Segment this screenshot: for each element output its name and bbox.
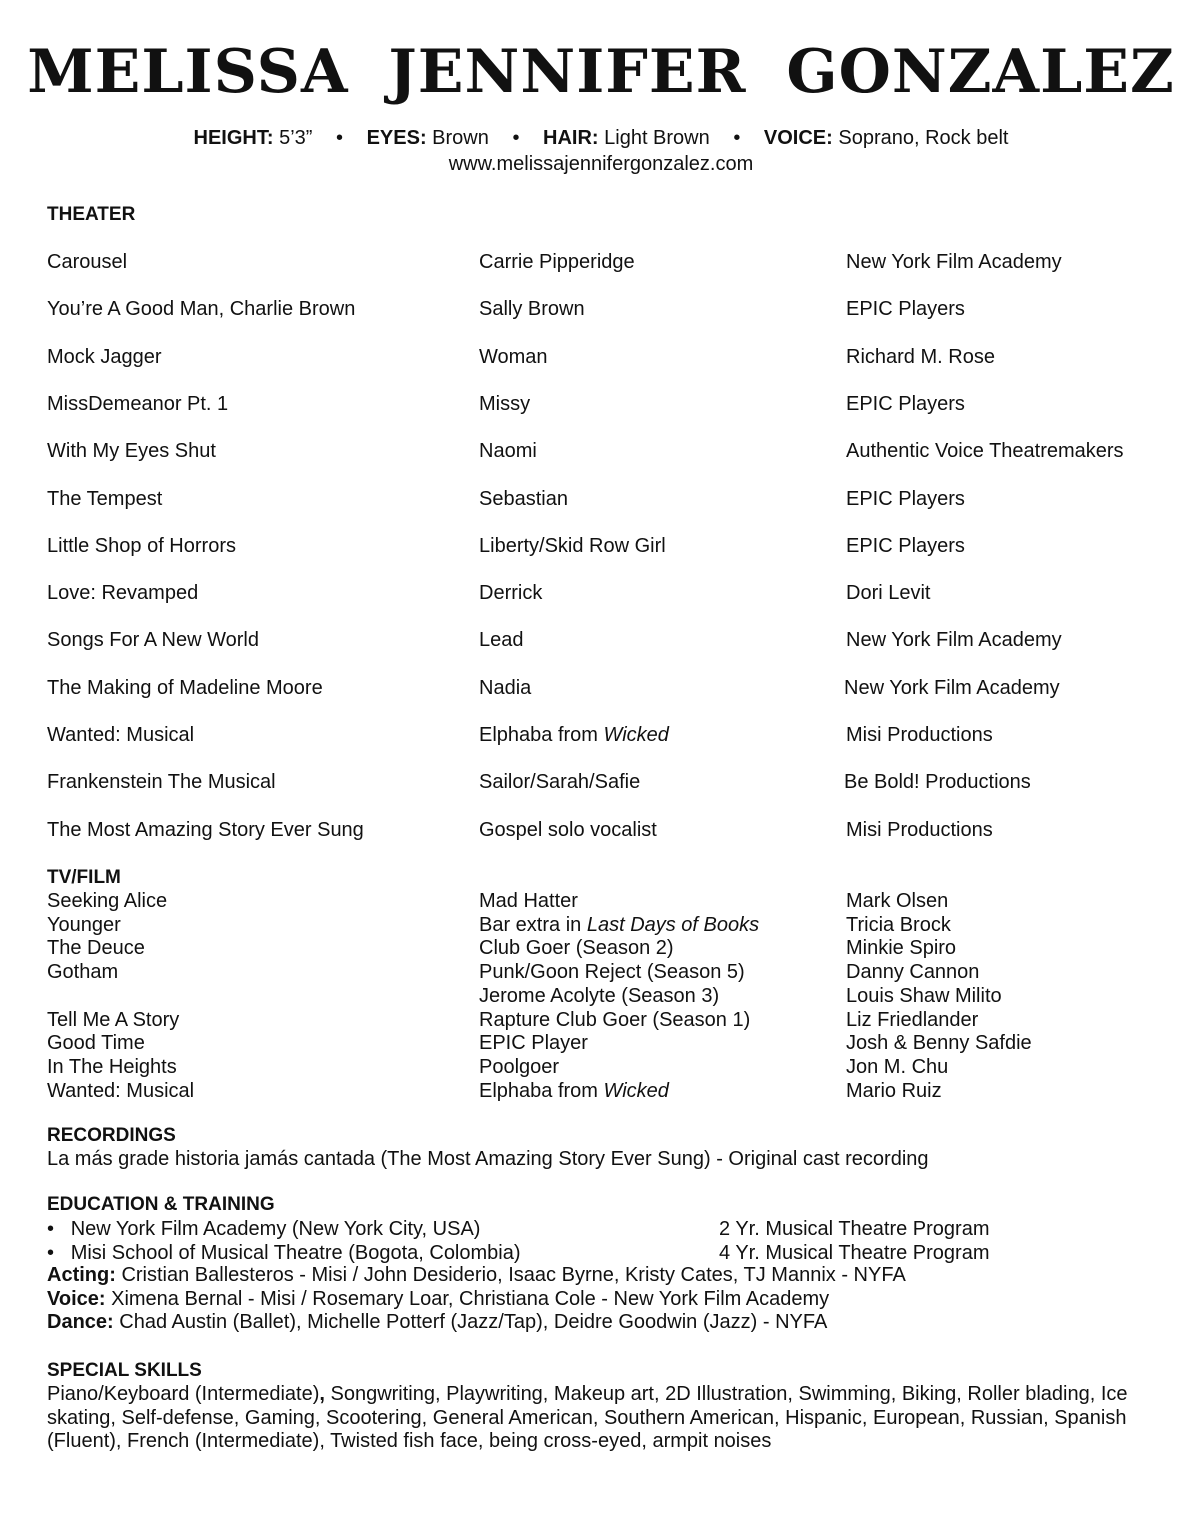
show-title: Frankenstein The Musical bbox=[47, 771, 276, 793]
role-cell bbox=[479, 345, 548, 369]
company-name: New York Film Academy bbox=[844, 677, 1060, 699]
company-name: New York Film Academy bbox=[846, 629, 1062, 651]
bullet: • bbox=[47, 1218, 55, 1240]
performer-stats bbox=[0, 125, 1202, 151]
director-name: Liz Friedlander bbox=[846, 1009, 979, 1031]
director-name: Minkie Spiro bbox=[846, 937, 957, 959]
role-cell bbox=[479, 392, 530, 416]
show-title: Wanted: Musical bbox=[47, 724, 195, 746]
show-title: With My Eyes Shut bbox=[47, 440, 216, 462]
recordings-heading: RECORDINGS bbox=[47, 1125, 176, 1146]
role-cell bbox=[479, 818, 657, 842]
company-name: EPIC Players bbox=[846, 298, 965, 320]
show-title: The Making of Madeline Moore bbox=[47, 677, 323, 699]
show-title: Tell Me A Story bbox=[47, 1009, 180, 1031]
tvfilm-heading: TV/FILM bbox=[47, 867, 121, 888]
role-cell bbox=[479, 581, 542, 605]
role-cell bbox=[479, 628, 524, 652]
role-cell bbox=[479, 770, 640, 794]
separator: • bbox=[512, 127, 520, 149]
show-title: The Most Amazing Story Ever Sung bbox=[47, 819, 364, 841]
role-text: Elphaba from bbox=[479, 1080, 604, 1102]
director-name: Mario Ruiz bbox=[846, 1080, 942, 1102]
role-text: Elphaba from bbox=[479, 724, 604, 746]
role-cell bbox=[479, 913, 759, 937]
show-title: Love: Revamped bbox=[47, 582, 199, 604]
bullet: • bbox=[47, 1242, 55, 1264]
role-text: Derrick bbox=[479, 582, 543, 604]
role-cell bbox=[479, 1079, 669, 1103]
role-cell bbox=[479, 723, 669, 747]
role-text: Sally Brown bbox=[479, 298, 585, 320]
dance-text: Chad Austin (Ballet), Michelle Potterf (Jazz/Tap), Deidre Goodwin (Jazz) - NYFA bbox=[119, 1311, 828, 1333]
company-name: Authentic Voice Theatremakers bbox=[846, 440, 1124, 462]
role-text: Liberty/Skid Row Girl bbox=[479, 535, 666, 557]
show-title: Gotham bbox=[47, 961, 119, 983]
role-text: Sailor/Sarah/Safie bbox=[479, 771, 641, 793]
separator: • bbox=[733, 127, 741, 149]
show-title: Songs For A New World bbox=[47, 629, 259, 651]
role-text: Club Goer (Season 2) bbox=[479, 937, 674, 959]
hair-label: HAIR: bbox=[543, 127, 599, 149]
dance-training bbox=[47, 1311, 827, 1335]
show-title: Good Time bbox=[47, 1032, 145, 1054]
company-name: EPIC Players bbox=[846, 535, 965, 557]
program-name: 2 Yr. Musical Theatre Program bbox=[719, 1218, 990, 1240]
role-text: Gospel solo vocalist bbox=[479, 819, 657, 841]
role-text: Carrie Pipperidge bbox=[479, 251, 635, 273]
role-text: Woman bbox=[479, 346, 548, 368]
role-cell bbox=[479, 250, 635, 274]
hair-value: Light Brown bbox=[604, 127, 710, 149]
education-item bbox=[47, 1217, 480, 1241]
role-text: Nadia bbox=[479, 677, 532, 699]
company-name: EPIC Players bbox=[846, 393, 965, 415]
school-name: New York Film Academy (New York City, USA) bbox=[70, 1218, 481, 1240]
director-name: Josh & Benny Safdie bbox=[846, 1032, 1032, 1054]
director-name: Mark Olsen bbox=[846, 890, 949, 912]
role-cell bbox=[479, 936, 674, 960]
role-title-italic: Last Days of Books bbox=[586, 914, 760, 936]
dance-label: Dance: bbox=[47, 1311, 114, 1333]
show-title: The Tempest bbox=[47, 488, 163, 510]
role-text: Missy bbox=[479, 393, 531, 415]
role-text: Jerome Acolyte (Season 3) bbox=[479, 985, 720, 1007]
show-title: Seeking Alice bbox=[47, 890, 168, 912]
director-name: Danny Cannon bbox=[846, 961, 980, 983]
show-title: The Deuce bbox=[47, 937, 145, 959]
director-name: Jon M. Chu bbox=[846, 1056, 949, 1078]
role-text: Naomi bbox=[479, 440, 537, 462]
skills-rest: Songwriting, Playwriting, Makeup art, 2D Illustration, Swimming, Biking, Roller blading, Ice skating, Self-defense, Gaming, Scootering, General American, Southern American, Hispanic, European, Russian, Spanish (Fluent), French (Intermediate), Twisted fish face, being cross-eyed, armpit noises bbox=[47, 1383, 1128, 1452]
role-text: Punk/Goon Reject (Season 5) bbox=[479, 961, 745, 983]
director-name: Tricia Brock bbox=[846, 914, 951, 936]
company-name: Be Bold! Productions bbox=[844, 771, 1031, 793]
role-cell bbox=[479, 889, 578, 913]
role-cell bbox=[479, 1031, 588, 1055]
director-name: Louis Shaw Milito bbox=[846, 985, 1002, 1007]
recording-item: La más grade historia jamás cantada (The Most Amazing Story Ever Sung) - Original cast recording bbox=[47, 1148, 929, 1170]
show-title: Younger bbox=[47, 914, 121, 936]
show-title: Wanted: Musical bbox=[47, 1080, 195, 1102]
height-value: 5’3” bbox=[279, 127, 313, 149]
theater-heading: THEATER bbox=[47, 204, 136, 225]
role-text: Bar extra in bbox=[479, 914, 587, 936]
voice-label: VOICE: bbox=[763, 127, 833, 149]
program-name: 4 Yr. Musical Theatre Program bbox=[719, 1242, 990, 1264]
role-text: EPIC Player bbox=[479, 1032, 588, 1054]
school-name: Misi School of Musical Theatre (Bogota, Colombia) bbox=[70, 1242, 521, 1264]
acting-label: Acting: bbox=[47, 1264, 116, 1286]
show-title: Carousel bbox=[47, 251, 128, 273]
role-text: Poolgoer bbox=[479, 1056, 560, 1078]
role-cell bbox=[479, 297, 585, 321]
show-title: In The Heights bbox=[47, 1056, 177, 1078]
company-name: New York Film Academy bbox=[846, 251, 1062, 273]
website-link[interactable]: www.melissajennifergonzalez.com bbox=[448, 153, 754, 175]
role-cell bbox=[479, 960, 745, 984]
eyes-label: EYES: bbox=[366, 127, 427, 149]
voice-training-text: Ximena Bernal - Misi / Rosemary Loar, Christiana Cole - New York Film Academy bbox=[111, 1288, 830, 1310]
education-item bbox=[47, 1241, 521, 1265]
skills-list bbox=[47, 1383, 1157, 1454]
show-title: You’re A Good Man, Charlie Brown bbox=[47, 298, 356, 320]
company-name: Dori Levit bbox=[846, 582, 931, 604]
education-heading: EDUCATION & TRAINING bbox=[47, 1194, 275, 1215]
role-cell bbox=[479, 984, 719, 1008]
role-title-italic: Wicked bbox=[603, 724, 669, 746]
role-text: Sebastian bbox=[479, 488, 568, 510]
company-name: EPIC Players bbox=[846, 488, 965, 510]
company-name: Richard M. Rose bbox=[846, 346, 995, 368]
company-name: Misi Productions bbox=[846, 724, 993, 746]
acting-text: Cristian Ballesteros - Misi / John Desiderio, Isaac Byrne, Kristy Cates, TJ Mannix - NYFA bbox=[121, 1264, 906, 1286]
role-cell bbox=[479, 1055, 559, 1079]
voice-value: Soprano, Rock belt bbox=[838, 127, 1009, 149]
role-text: Mad Hatter bbox=[479, 890, 578, 912]
eyes-value: Brown bbox=[432, 127, 489, 149]
role-text: Rapture Club Goer (Season 1) bbox=[479, 1009, 751, 1031]
role-cell bbox=[479, 439, 537, 463]
voice-training-label: Voice: bbox=[47, 1288, 106, 1310]
show-title: Mock Jagger bbox=[47, 346, 162, 368]
role-cell bbox=[479, 487, 568, 511]
skills-heading: SPECIAL SKILLS bbox=[47, 1360, 202, 1381]
company-name: Misi Productions bbox=[846, 819, 993, 841]
role-text: Lead bbox=[479, 629, 524, 651]
role-title-italic: Wicked bbox=[603, 1080, 669, 1102]
performer-name: MELISSA JENNIFER GONZALEZ bbox=[27, 37, 1175, 107]
height-label: HEIGHT: bbox=[193, 127, 274, 149]
skills-first: Piano/Keyboard (Intermediate) bbox=[47, 1383, 320, 1405]
show-title: Little Shop of Horrors bbox=[47, 535, 236, 557]
skills-comma: , bbox=[319, 1383, 325, 1405]
acting-training bbox=[47, 1264, 906, 1288]
show-title: MissDemeanor Pt. 1 bbox=[47, 393, 229, 415]
role-cell bbox=[479, 534, 666, 558]
role-cell bbox=[479, 1008, 750, 1032]
separator: • bbox=[336, 127, 344, 149]
voice-training bbox=[47, 1288, 829, 1312]
role-cell bbox=[479, 676, 531, 700]
